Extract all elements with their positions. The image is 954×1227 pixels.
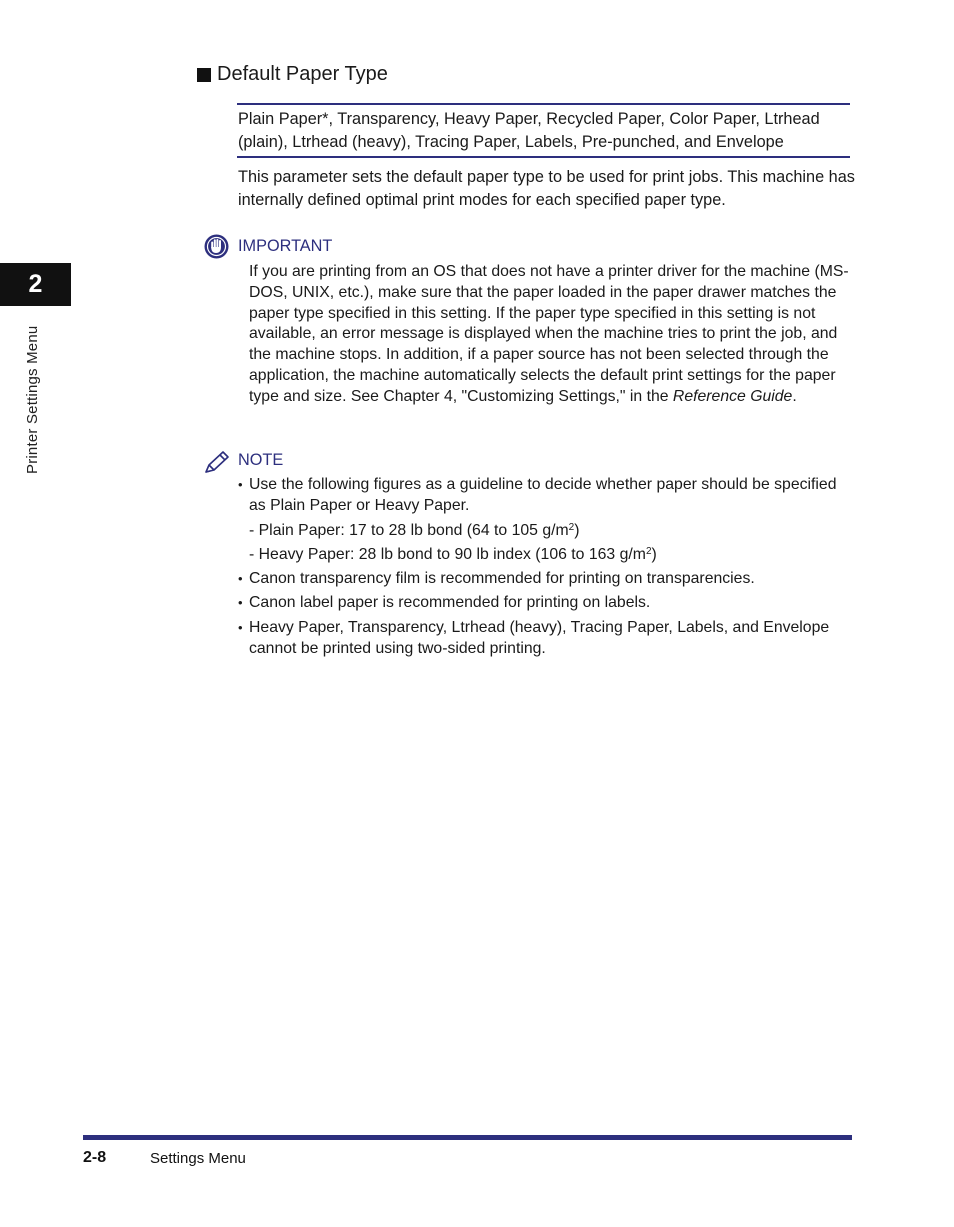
note-sub-plain-paper xyxy=(238,520,853,541)
important-text xyxy=(249,262,849,408)
note-sub-heavy-paper xyxy=(238,544,853,565)
superscript-2: 2 xyxy=(568,521,575,533)
superscript-2: 2 xyxy=(645,545,652,557)
note-bullet-2: • Canon transparency film is recommended for printing on transparencies. xyxy=(238,568,853,589)
important-body-text: If you are printing from an OS that does not have a printer driver for the machine (MS-DOS, UNIX, etc.), make sure that the paper loaded in the paper drawer matches the paper type specified in this setting. If the paper type specified in this setting is not available, an error message is displayed when the machine tries to print the job, and the machine stops. In addition, if a paper source has not been selected through the application, the machine automatically selects the default print settings for the paper type and size. See Chapter 4, "Customizing Settings," in the xyxy=(249,263,849,405)
options-text: Plain Paper*, Transparency, Heavy Paper, Recycled Paper, Color Paper, Ltrhead (plain), Ltrhead (heavy), Tracing Paper, Labels, Pre-punched, and Envelope xyxy=(238,110,820,151)
note-bullet-4: • Heavy Paper, Transparency, Ltrhead (heavy), Tracing Paper, Labels, and Envelope cannot be printed using two-sided printing. xyxy=(238,617,853,659)
note-list xyxy=(238,474,853,662)
reference-guide-title: Reference Guide xyxy=(672,387,793,405)
options-box xyxy=(237,103,850,158)
pencil-icon xyxy=(202,449,232,475)
chapter-tab: 2 xyxy=(0,263,71,306)
raised-hand-icon xyxy=(203,233,230,260)
note-title: NOTE xyxy=(238,451,284,469)
chapter-side-label: Printer Settings Menu xyxy=(24,325,41,474)
plain-paper-range: - Plain Paper: 17 to 28 lb bond (64 to 105 g/m xyxy=(249,521,569,539)
close-paren: ) xyxy=(574,521,580,539)
important-end: . xyxy=(792,387,797,405)
section-heading xyxy=(197,63,388,86)
note-bullet-1: • Use the following figures as a guideline to decide whether paper should be specified as Plain Paper or Heavy Paper. xyxy=(238,474,853,516)
footer-title: Settings Menu xyxy=(150,1150,246,1167)
section-description: This parameter sets the default paper type to be used for print jobs. This machine has internally defined optimal print modes for each specified paper type. xyxy=(238,168,855,209)
close-paren: ) xyxy=(651,545,657,563)
page-number: 2-8 xyxy=(83,1149,107,1166)
black-square-icon xyxy=(197,68,211,82)
section-title: Default Paper Type xyxy=(217,63,388,85)
note-bullet-3: • Canon label paper is recommended for printing on labels. xyxy=(238,592,853,613)
important-title: IMPORTANT xyxy=(238,237,333,255)
footer-rule xyxy=(83,1135,852,1140)
heavy-paper-range: - Heavy Paper: 28 lb bond to 90 lb index (106 to 163 g/m xyxy=(249,545,646,563)
